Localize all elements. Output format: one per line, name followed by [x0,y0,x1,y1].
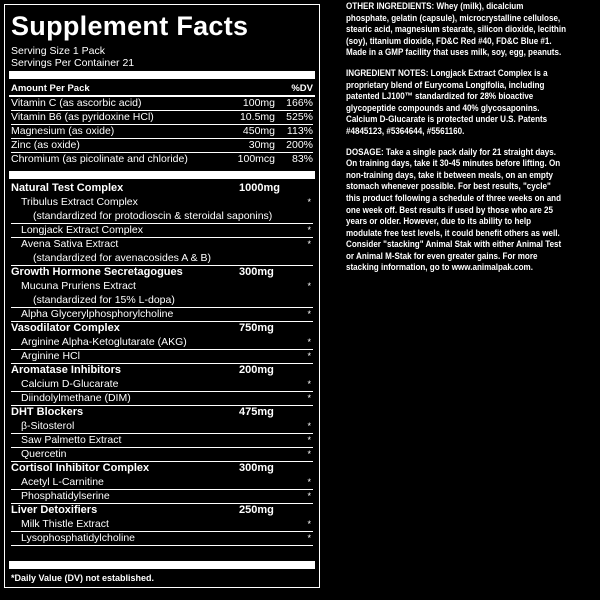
ingredient-row [11,434,313,448]
nutrient-name: Magnesium (as oxide) [11,125,115,137]
standardization-row [11,294,313,308]
ingredient-text [346,0,567,273]
nutrient-amount: 10.5mg [239,111,275,123]
amount-header [11,83,313,94]
text-line: non-training days, take it between meals, on an empty [346,168,553,180]
ingredient-row [11,196,313,210]
nutrient-dv: 200% [286,139,313,151]
ingredient-name: Arginine HCl [21,350,80,362]
footnote: *Daily Value (DV) not established. [11,573,155,583]
panel-title: Supplement Facts [11,11,249,41]
text-line: proprietary blend of Eurycoma Longifolia, including [346,78,545,90]
nutrient-dv: 113% [286,125,313,137]
blend-amount: 300mg [239,462,274,474]
ingredient-row [11,490,313,504]
ingredient-row [11,392,313,406]
nutrient-name: Chromium (as picolinate and chloride) [11,153,188,165]
text-line: Calcium D-Glucarate is protected under U.S. Patents [346,113,548,125]
ingredient-name: Mucuna Pruriens Extract [21,280,136,292]
ingredient-row [11,336,313,350]
nutrient-name: Zinc (as oxide) [11,139,80,151]
blend-category-row [11,182,313,196]
nutrient-amount: 30mg [248,139,275,151]
vitamin-list [11,97,313,167]
nutrient-amount: 450mg [242,125,275,137]
nutrient-name: Vitamin C (as ascorbic acid) [11,97,142,109]
ingredient-notes [346,67,563,137]
text-line: or Animal M-Stak for even greater gains. For more [346,249,538,261]
thick-divider [9,561,315,569]
blend-name: Liver Detoxifiers [11,504,98,516]
dosage-instructions [346,146,563,274]
text-line: patented LJ100™ standardized for 28% bioactive [346,90,534,102]
text-line: one week off. Best results if used by those who are 25 [346,203,554,215]
blend-amount: 200mg [239,364,274,376]
vitamin-row [11,111,313,125]
text-line: stacking information, go to www.animalpak.com. [346,261,533,273]
blend-list [11,182,313,546]
blend-name: Cortisol Inhibitor Complex [11,462,150,474]
blend-name: Aromatase Inhibitors [11,364,122,376]
blend-amount: 300mg [239,266,274,278]
ingredient-name: Calcium D-Glucarate [21,378,119,390]
ingredient-name: Saw Palmetto Extract [21,434,122,446]
ingredient-name: Arginine Alpha-Ketoglutarate (AKG) [21,336,187,348]
text-line: stomach whenever possible. For best results, "cycle" [346,180,551,192]
ingredient-name: Lysophosphatidylcholine [21,532,136,544]
dv-header-label: %DV [291,83,313,94]
dv-asterisk: * [307,309,311,319]
nutrient-amount: 100mg [242,97,275,109]
blend-amount: 250mg [239,504,274,516]
ingredient-row [11,378,313,392]
ingredient-row [11,518,313,532]
vitamin-row [11,97,313,111]
vitamin-row [11,153,313,167]
text-line: (soy), titanium dioxide, FD&C Red #40, FD&C Blue #1. [346,34,552,46]
text-line: Made in a GMP facility that uses milk, soy, egg, peanuts. [346,46,562,58]
text-line: Consider "stacking" Animal Stak with either Animal Test [346,238,562,250]
dv-asterisk: * [307,351,311,361]
blend-name: DHT Blockers [11,406,84,418]
dv-asterisk: * [307,449,311,459]
dv-asterisk: * [307,533,311,543]
text-line: modulate free test levels, it could benefit others as well. [346,226,560,238]
dv-asterisk: * [307,421,311,431]
amount-per-pack-label: Amount Per Pack [11,83,90,94]
dv-asterisk: * [307,519,311,529]
blend-name: Natural Test Complex [11,182,124,194]
ingredient-row [11,224,313,238]
dv-asterisk: * [307,337,311,347]
text-line: OTHER INGREDIENTS: Whey (milk), dicalcium [346,0,524,11]
ingredient-name: (standardized for 15% L-dopa) [33,294,175,306]
ingredient-name: Quercetin [21,448,67,460]
blend-category-row [11,322,313,336]
dv-asterisk: * [307,225,311,235]
nutrient-dv: 83% [291,153,313,165]
ingredient-row [11,280,313,294]
supplement-facts-panel [4,4,320,588]
ingredient-row [11,308,313,322]
dv-asterisk: * [307,477,311,487]
ingredient-row [11,476,313,490]
ingredient-name: Alpha Glycerylphosphorylcholine [21,308,174,320]
standardization-row [11,252,313,266]
blend-category-row [11,406,313,420]
ingredient-row [11,238,313,252]
text-line: #4845123, #5364644, #5561160. [346,124,465,136]
servings-per-container: Servings Per Container 21 [11,57,135,69]
thick-divider [9,71,315,79]
text-line: phosphate, gelatin (capsule), microcrystalline cellulose, [346,11,561,23]
thick-divider [9,171,315,179]
ingredient-row [11,420,313,434]
dv-asterisk: * [307,435,311,445]
dv-asterisk: * [307,491,311,501]
text-line: On training days, take it 30-45 minutes before lifting. On [346,157,561,169]
blend-name: Vasodilator Complex [11,322,120,334]
blend-name: Growth Hormone Secretagogues [11,266,183,278]
dv-asterisk: * [307,393,311,403]
ingredient-row [11,532,313,546]
ingredient-name: Milk Thistle Extract [21,518,109,530]
text-line: INGREDIENT NOTES: Longjack Extract Complex is a [346,66,548,78]
ingredient-name: Acetyl L-Carnitine [21,476,104,488]
nutrient-name: Vitamin B6 (as pyridoxine HCl) [11,111,154,123]
dv-asterisk: * [307,379,311,389]
nutrient-dv: 525% [286,111,313,123]
nutrient-dv: 166% [286,97,313,109]
other-ingredients [346,0,567,58]
dv-asterisk: * [307,197,311,207]
blend-amount: 750mg [239,322,274,334]
vitamin-row [11,139,313,153]
ingredient-name: (standardized for avenacosides A & B) [33,252,212,264]
ingredient-row [11,350,313,364]
ingredient-name: Phosphatidylserine [21,490,110,502]
blend-category-row [11,266,313,280]
text-line: glycopeptide compounds and 40% glycosaponins. [346,101,540,113]
dv-asterisk: * [307,239,311,249]
text-line: stearic acid, magnesium stearate, silicon dioxide, lecithin [346,23,567,35]
blend-amount: 475mg [239,406,274,418]
blend-category-row [11,462,313,476]
ingredient-name: Tribulus Extract Complex [21,196,138,208]
standardization-row [11,210,313,224]
blend-category-row [11,504,313,518]
dv-asterisk: * [307,281,311,291]
blend-amount: 1000mg [239,182,280,194]
serving-size: Serving Size 1 Pack [11,45,105,57]
ingredient-name: Avena Sativa Extract [21,238,119,250]
ingredient-name: Diindolylmethane (DIM) [21,392,131,404]
ingredient-name: Longjack Extract Complex [21,224,143,236]
ingredient-row [11,448,313,462]
text-line: DOSAGE: Take a single pack daily for 21 straight days. [346,145,557,157]
text-line: years or older. However, due to its ability to help [346,215,532,227]
ingredient-name: β-Sitosterol [21,420,75,432]
ingredient-name: (standardized for protodioscin & steroidal saponins) [33,210,273,222]
vitamin-row [11,125,313,139]
blend-category-row [11,364,313,378]
nutrient-amount: 100mcg [237,153,275,165]
text-line: this product following a schedule of three weeks on and [346,191,562,203]
